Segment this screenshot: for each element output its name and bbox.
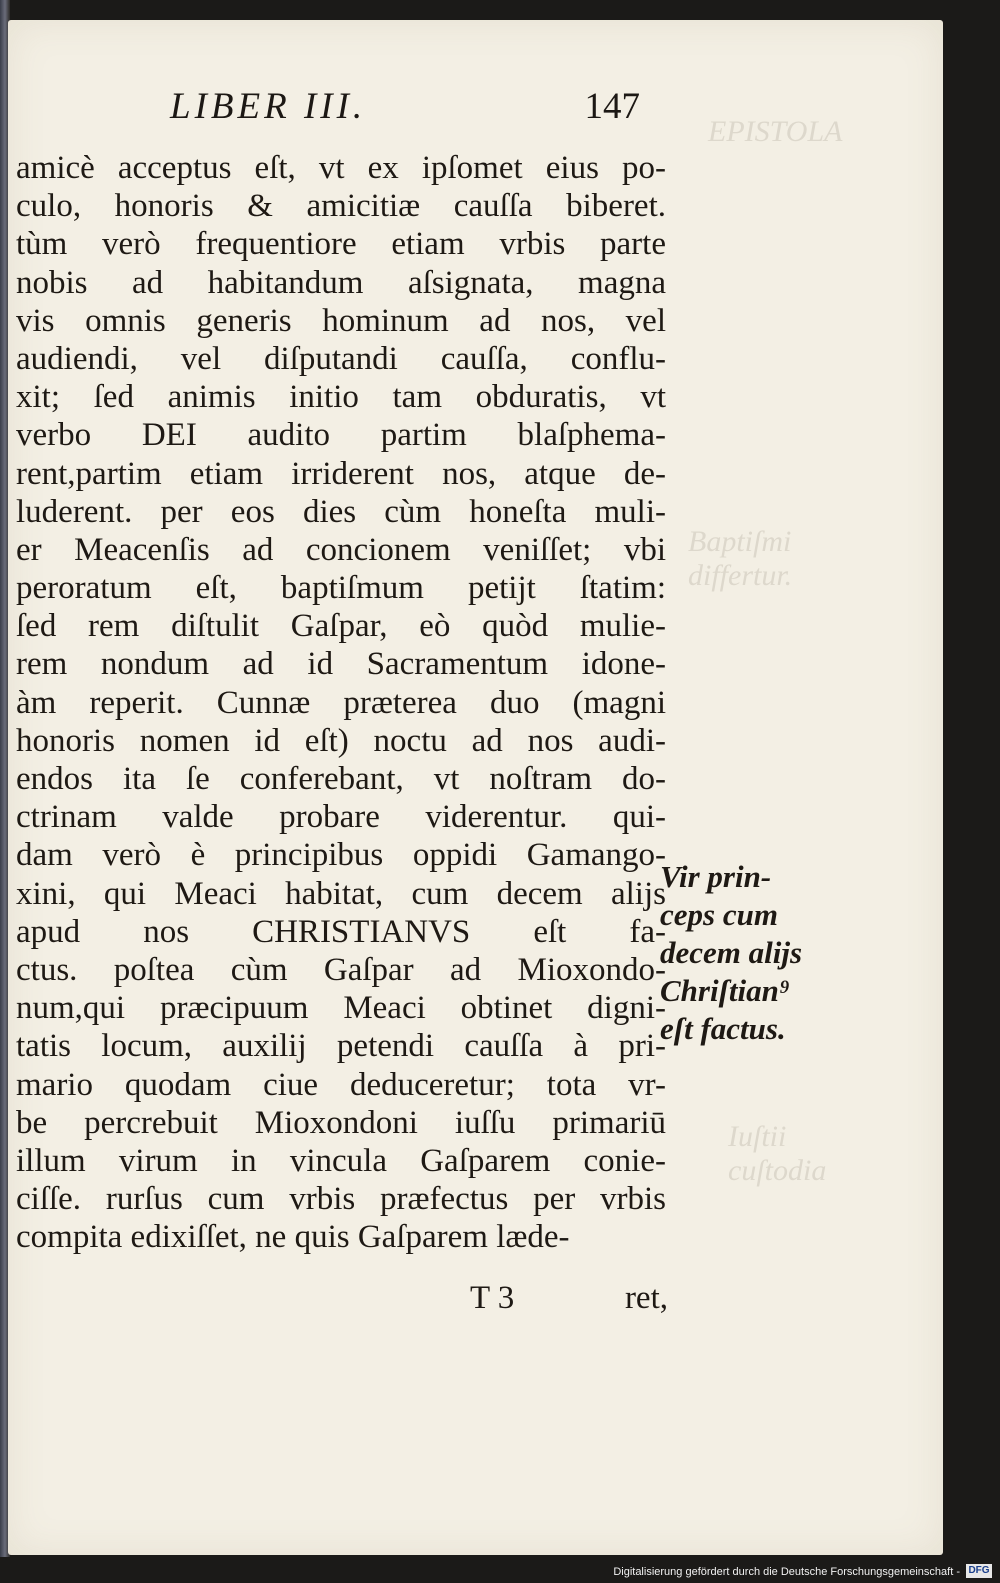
text-line: honoris nomen id eſt) noctu ad nos audi- xyxy=(16,722,666,759)
text-line: illum virum in vincula Gaſparem conie- xyxy=(16,1142,666,1179)
text-line: rent,partim etiam irriderent nos, atque de- xyxy=(16,455,666,492)
catchword: ret, xyxy=(624,1280,668,1316)
signature-line xyxy=(470,1280,668,1320)
text-line: dam verò è principibus oppidi Gamango- xyxy=(16,837,666,874)
text-line: rem nondum ad id Sacramentum idone- xyxy=(16,646,666,683)
bleed-through-header: EPISTOLA xyxy=(708,115,843,148)
text-line: tùm verò frequentiore etiam vrbis parte xyxy=(16,226,666,263)
marginal-note-line: eſt factus. xyxy=(660,1011,786,1046)
text-line: audiendi, vel diſputandi cauſſa, conflu- xyxy=(16,340,666,377)
bleed-through-note: Baptiſmi differtur. xyxy=(688,525,793,592)
text-line: tatis locum, auxilij petendi cauſſa à pri- xyxy=(16,1028,666,1065)
marginal-note xyxy=(660,858,820,1048)
text-line: num,qui præcipuum Meaci obtinet digni- xyxy=(16,990,666,1027)
marginal-note-line: ceps cum xyxy=(660,897,778,932)
page-number: 147 xyxy=(584,86,640,127)
text-line: àm reperit. Cunnæ præterea duo (magni xyxy=(16,684,666,721)
text-line: ctus. poſtea cùm Gaſpar ad Mioxondo- xyxy=(16,951,666,988)
main-text-block xyxy=(16,149,666,1256)
text-line: endos ita ſe conferebant, vt noſtram do- xyxy=(16,761,666,797)
text-line: compita edixiſſet, ne quis Gaſparem læde- xyxy=(16,1219,570,1256)
printer-signature: T 3 xyxy=(470,1280,515,1316)
text-line: er Meacenſis ad concionem veniſſet; vbi xyxy=(16,531,666,568)
text-line: amicè acceptus eſt, vt ex ipſomet eius po- xyxy=(16,150,666,186)
text-line: vis omnis generis hominum ad nos, vel xyxy=(16,302,666,339)
text-line: ſed rem diſtulit Gaſpar, eò quòd mulie- xyxy=(16,608,666,645)
text-line: culo, honoris & amicitiæ cauſſa biberet. xyxy=(16,188,666,225)
bleed-through-note-2: Iuſtii cuſtodia xyxy=(728,1120,827,1187)
running-title: LIBER III. xyxy=(170,86,367,127)
marginal-note-line: Chriſtian⁹ xyxy=(660,973,790,1008)
text-line: ciſſe. rurſus cum vrbis præfectus per vrbis xyxy=(16,1181,666,1218)
funding-credit: Digitalisierung gefördert durch die Deutsche Forschungsgemeinschaft - xyxy=(613,1566,960,1578)
text-line: verbo DEI audito partim blaſphema- xyxy=(16,417,666,454)
text-line: be percrebuit Mioxondoni iuſſu primariū xyxy=(16,1104,666,1141)
marginal-note-line: decem alijs xyxy=(660,935,803,970)
text-line: nobis ad habitandum aſsignata, magna xyxy=(16,264,666,301)
text-line: xini, qui Meaci habitat, cum decem alijs xyxy=(16,875,666,912)
text-line: luderent. per eos dies cùm honeſta muli- xyxy=(16,493,666,530)
text-line: xit; ſed animis initio tam obduratis, vt xyxy=(16,379,666,416)
marginal-note-line: Vir prin- xyxy=(660,859,772,894)
text-line: ctrinam valde probare viderentur. qui- xyxy=(16,799,666,836)
text-line: mario quodam ciue deduceretur; tota vr- xyxy=(16,1066,666,1103)
text-line: apud nos CHRISTIANVS eſt fa- xyxy=(16,913,666,950)
running-header xyxy=(170,85,640,135)
text-line: peroratum eſt, baptiſmum petijt ſtatim: xyxy=(16,570,666,607)
dfg-logo: DFG xyxy=(966,1564,992,1578)
